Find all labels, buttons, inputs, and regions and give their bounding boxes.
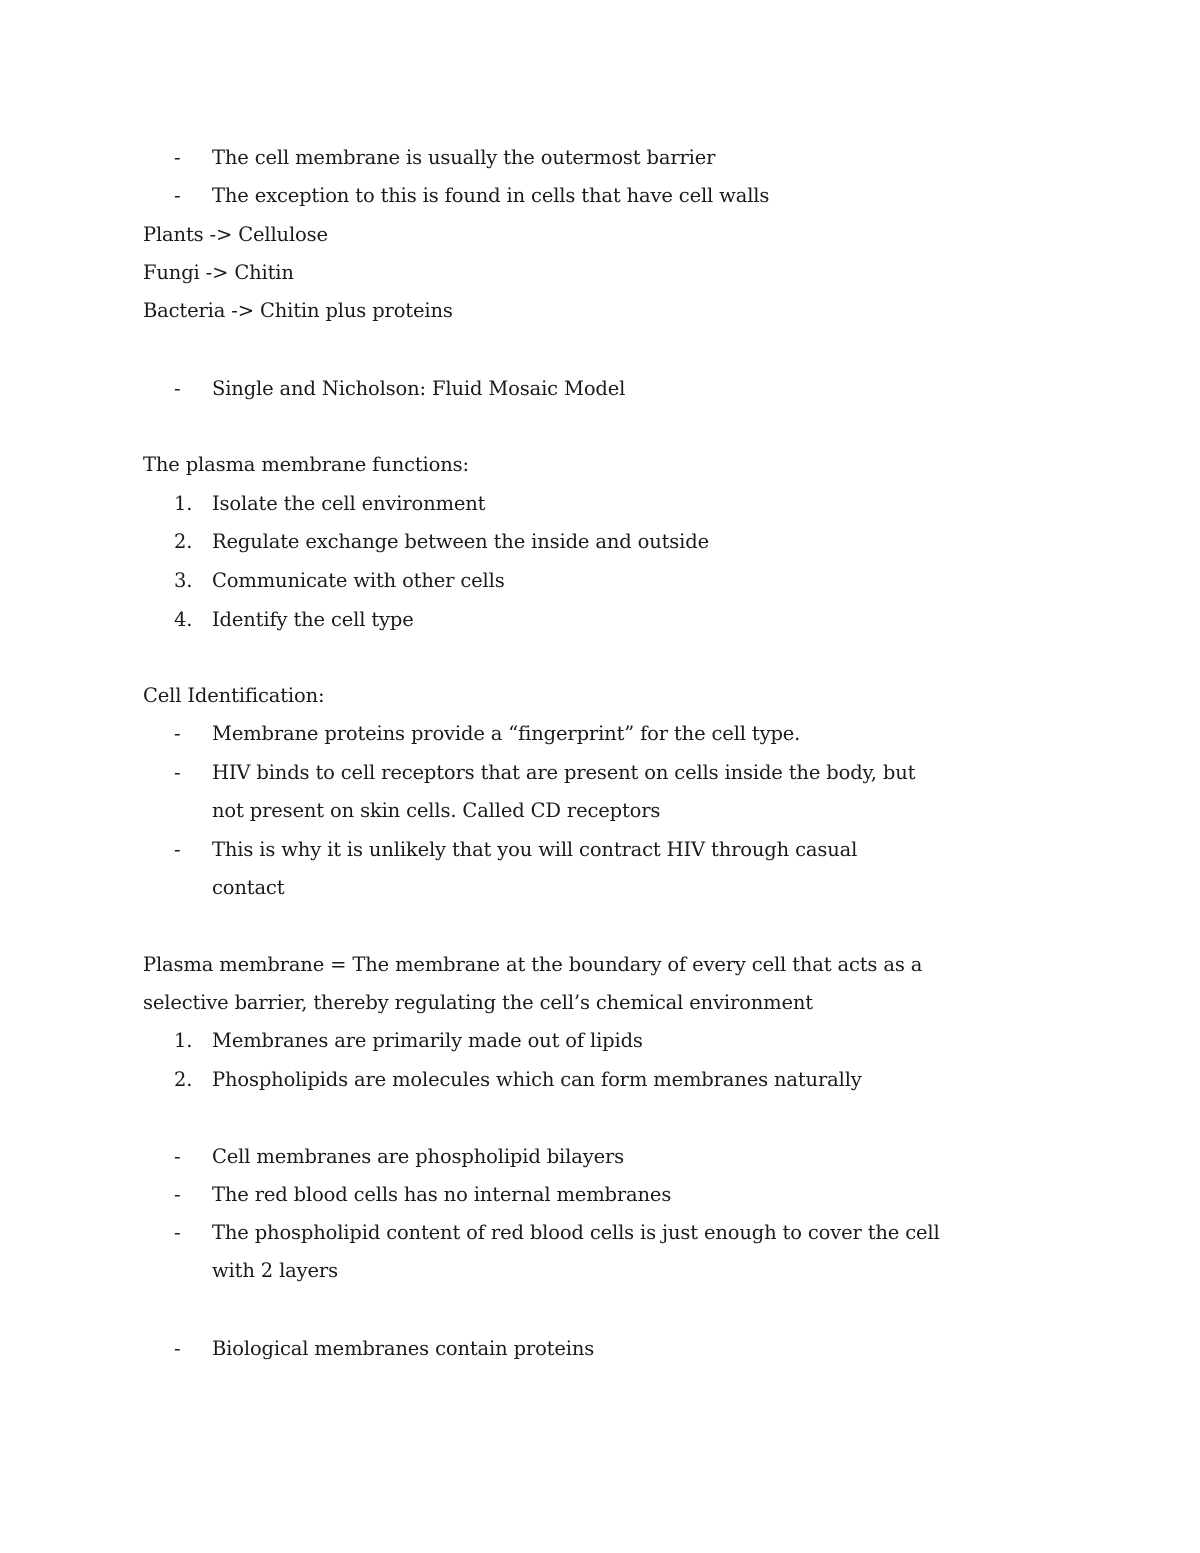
definition-paragraph-line: Plasma membrane = The membrane at the boundary of every cell that acts as a: [143, 953, 923, 976]
list-number: 3.: [174, 569, 193, 592]
bullet-text-continuation: contact: [212, 876, 285, 899]
bullet-text: Biological membranes contain proteins: [212, 1337, 595, 1360]
text-line: Bacteria -> Chitin plus proteins: [143, 299, 453, 322]
list-item-text: Membranes are primarily made out of lipids: [212, 1029, 643, 1052]
bullet-text: The phospholipid content of red blood cells is just enough to cover the cell: [212, 1221, 940, 1244]
bullet-marker: -: [174, 184, 181, 207]
bullet-text: This is why it is unlikely that you will contract HIV through casual: [212, 838, 858, 861]
bullet-text: HIV binds to cell receptors that are present on cells inside the body, but: [212, 761, 916, 784]
bullet-text-continuation: not present on skin cells. Called CD receptors: [212, 799, 661, 822]
bullet-marker: -: [174, 377, 181, 400]
definition-paragraph-line: selective barrier, thereby regulating the cell’s chemical environment: [143, 991, 813, 1014]
bullet-text: The exception to this is found in cells that have cell walls: [212, 184, 770, 207]
section-heading: The plasma membrane functions:: [143, 453, 469, 476]
bullet-marker: -: [174, 838, 181, 861]
list-number: 1.: [174, 1029, 193, 1052]
list-item-text: Identify the cell type: [212, 608, 414, 631]
bullet-marker: -: [174, 146, 181, 169]
list-number: 2.: [174, 1068, 193, 1091]
bullet-marker: -: [174, 1145, 181, 1168]
bullet-marker: -: [174, 722, 181, 745]
list-item-text: Isolate the cell environment: [212, 492, 486, 515]
bullet-text: Single and Nicholson: Fluid Mosaic Model: [212, 377, 626, 400]
list-item-text: Phospholipids are molecules which can form membranes naturally: [212, 1068, 862, 1091]
bullet-marker: -: [174, 1221, 181, 1244]
bullet-text-continuation: with 2 layers: [212, 1259, 338, 1282]
text-line: Fungi -> Chitin: [143, 261, 294, 284]
list-item-text: Regulate exchange between the inside and outside: [212, 530, 709, 553]
bullet-marker: -: [174, 761, 181, 784]
bullet-text: The red blood cells has no internal membranes: [212, 1183, 672, 1206]
bullet-marker: -: [174, 1183, 181, 1206]
list-number: 2.: [174, 530, 193, 553]
text-line: Plants -> Cellulose: [143, 223, 328, 246]
list-item-text: Communicate with other cells: [212, 569, 505, 592]
bullet-text: Membrane proteins provide a “fingerprint” for the cell type.: [212, 722, 801, 745]
bullet-text: Cell membranes are phospholipid bilayers: [212, 1145, 624, 1168]
bullet-text: The cell membrane is usually the outermost barrier: [212, 146, 716, 169]
list-number: 1.: [174, 492, 193, 515]
list-number: 4.: [174, 608, 193, 631]
bullet-marker: -: [174, 1337, 181, 1360]
section-heading: Cell Identification:: [143, 684, 325, 707]
